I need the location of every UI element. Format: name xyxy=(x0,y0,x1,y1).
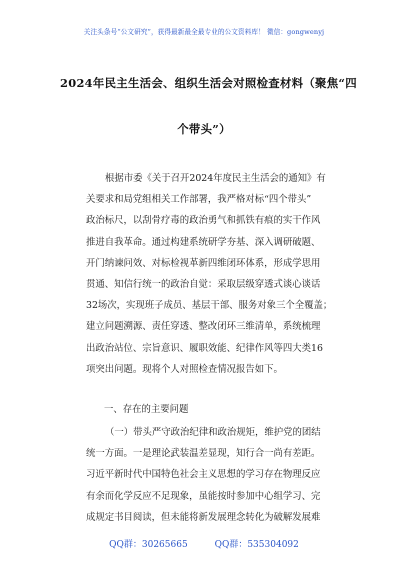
section-heading: 一、存在的主要问题 xyxy=(104,404,189,415)
paragraph-line: 习近平新时代中国特色社会主义思想的学习存在物理反应 xyxy=(86,469,321,481)
paragraph-line: 有余而化学反应不足现象，虽能按时参加中心组学习、完 xyxy=(86,490,321,502)
paragraph-line: 统一方面。一是理论武装温差显现，知行合一尚有差距。 xyxy=(86,448,321,460)
document-title-line-2: 个带头”） xyxy=(177,122,231,136)
paragraph-line: （一）带头严守政治纪律和政治规矩，维护党的团结 xyxy=(105,427,321,438)
paragraph-line: 成规定书目阅读，但未能将新发展理念转化为破解发展难 xyxy=(86,511,321,523)
footer-qq-group-1: QQ群：30265665 xyxy=(109,540,188,550)
paragraph-line: 贯通、知信行统一的政治自觉：采取层级穿透式谈心谈话 xyxy=(86,279,321,291)
section-paragraph xyxy=(86,422,354,528)
paragraph-line: 出政治站位、宗旨意识、履职效能、纪律作风等四大类16 xyxy=(86,342,323,354)
paragraph-line: 建立问题溯源、责任穿透、整改闭环三维清单，系统梳理 xyxy=(86,321,321,333)
paragraph-line: 政治标尺，以刮骨疗毒的政治勇气和抓铁有痕的实干作风 xyxy=(86,215,321,227)
paragraph-line: 32场次，实现班子成员、基层干部、服务对象三个全覆盖； xyxy=(86,300,333,312)
paragraph-line: 关要求和局党组相关工作部署，我严格对标“四个带头” xyxy=(86,194,312,206)
paragraph-line: 根据市委《关于召开2024年度民主生活会的通知》有 xyxy=(105,173,326,184)
paragraph-line: 开门纳谏问效、对标检视革新四维闭环体系，形成学思用 xyxy=(86,257,321,269)
paragraph-line: 项突出问题。现将个人对照检查情况报告如下。 xyxy=(86,363,283,375)
footer-contact xyxy=(0,537,408,550)
header-promo-note: 关注头条号“公文研究”，获得最新最全最专业的公文资料库！ 微信：gongwenyj xyxy=(83,28,325,36)
document-title-line-1: 2024年民主生活会、组织生活会对照检查材料（聚焦“四 xyxy=(60,76,357,90)
intro-paragraph xyxy=(86,168,354,380)
footer-qq-group-2: QQ群：535304092 xyxy=(214,540,299,550)
paragraph-line: 推进自我革命。通过构建系统研学夯基、深入调研破题、 xyxy=(86,236,321,248)
